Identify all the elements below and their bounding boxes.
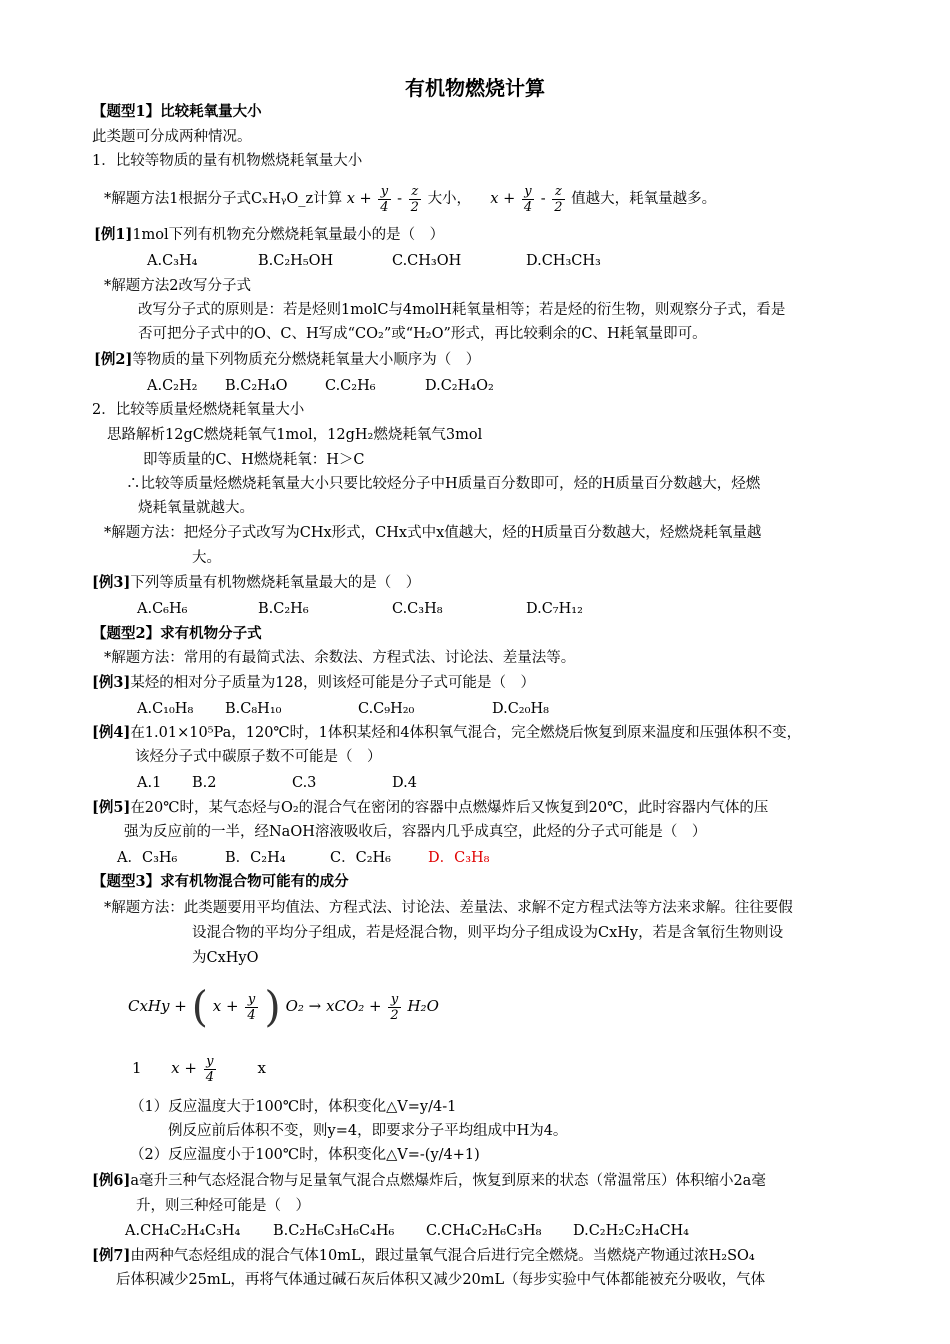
case-1-heading: 1．比较等物质的量有机物燃烧耗氧量大小 [92,153,363,169]
fraction-y-over-4: $\frac{y}{4}$ [380,183,389,215]
var-x: x + [346,191,372,207]
case-2-heading: 2．比较等质量烃燃烧耗氧量大小 [92,402,305,418]
example-5-line-1-text: 在20℃时，某气态烃与O₂的混合气在密闭的容器中点燃爆炸后又恢复到20℃，此时容器内气体的压 [130,800,769,816]
example-3-text: 下列等质量有机物燃烧耗氧量最大的是（ ） [130,575,421,591]
section-heading-1: 【题型1】比较耗氧量大小 [92,103,262,120]
ex3b-option-c: C.C₉H₂₀ [358,701,415,717]
eq-cxhy: CxHy + [128,997,187,1015]
example-4-line-2: 该烃分子式中碳原子数不可能是（ ） [135,749,382,765]
ex4-option-c: C.3 [292,775,317,791]
rule-1: （1）反应温度大于100℃时，体积变化△V=y/4-1 [130,1099,457,1115]
intro-line: 此类题可分成两种情况。 [92,129,252,145]
case-2-analysis: 思路解析12gC燃烧耗氧气1mol，12gH₂燃烧耗氧气3mol [107,427,483,443]
right-paren: ) [264,982,281,1031]
ex5-option-a: A．C₃H₆ [117,850,178,866]
example-6-line-1-label: [例6] [92,1172,131,1189]
ex1-option-b: B.C₂H₅OH [258,253,334,269]
ex1-option-a: A.C₃H₄ [147,253,198,269]
ex3b-option-d: D.C₂₀H₈ [492,701,549,717]
example-7-line-2: 后体积减少25mL，再将气体通过碱石灰后体积又减少20mL（每步实验中气体都能被充分吸收，气体 [116,1272,766,1288]
coef-x-plus: x + [171,1059,197,1077]
ex1-option-d: D.CH₃CH₃ [526,253,601,269]
example-3b [92,673,535,693]
eq-o2-arrow: O₂ → [285,997,322,1015]
ex4-option-b: B.2 [192,775,217,791]
eq-fraction-y-2: $\frac{y}{2}$ [390,991,399,1023]
example-6-line-1-text: a毫升三种气态烃混合物与足量氧气混合点燃爆炸后，恢复到原来的状态（常温常压）体积缩小2a毫 [130,1173,766,1189]
ex4-option-d: D.4 [392,775,417,791]
ex3-option-d: D.C₇H₁₂ [526,601,583,617]
ex3b-option-a: A.C₁₀H₈ [137,701,194,717]
ex5-option-d-answer: D．C₃H₈ [428,850,490,866]
fraction-z-over-2: $\frac{z}{2}$ [410,183,419,215]
example-5-line-1-label: [例5] [92,799,131,816]
method-1-mid: 大小， [427,191,472,207]
example-7-line-1-text: 由两种气态烃组成的混合气体10mL，跟过量氧气混合后进行完全燃烧。当燃烧产物通过浓H₂SO₄ [130,1248,755,1264]
section-3-method-1: *解题方法：此类题要用平均值法、方程式法、讨论法、差量法、求解不定方程式法等方法来求解。往往要假 [104,900,793,916]
minus-sign: - [397,191,403,207]
ex2-option-b: B.C₂H₄O [225,378,288,394]
section-3-method-2: 设混合物的平均分子组成，若是烃混合物，则平均分子组成设为CxHy，若是含氧衍生物则设 [192,925,784,941]
example-3-label: [例3] [92,574,131,591]
section-3-method-3: 为CxHyO [192,950,259,966]
example-2-label: [例2] [94,351,133,368]
example-2-text: 等物质的量下列物质充分燃烧耗氧量大小顺序为（ ） [132,352,481,368]
ex3-option-c: C.C₃H₈ [392,601,443,617]
combustion-equation [128,982,439,1030]
example-2 [94,350,480,370]
example-6-line-2: 升，则三种烃可能是（ ） [136,1198,310,1214]
example-5-line-1 [92,798,768,818]
example-5-line-2: 强为反应前的一半，经NaOH溶液吸收后，容器内几乎成真空，此烃的分子式可能是（ ） [124,824,707,840]
coef-1: 1 [132,1059,142,1077]
eq-x-plus: x + [212,997,239,1015]
minus-sign-2: - [540,191,546,207]
example-3 [92,573,420,593]
example-1 [94,225,444,245]
ex3-option-a: A.C₆H₆ [137,601,188,617]
ex1-option-c: C.CH₃OH [392,253,462,269]
case-2-therefore-2: 烧耗氧量就越大。 [138,500,254,516]
var-x-2: x + [490,191,516,207]
ex3b-option-b: B.C₈H₁₀ [225,701,282,717]
example-7-line-1 [92,1246,755,1266]
example-1-label: [例1] [94,226,133,243]
example-3b-label: [例3] [92,674,131,691]
section-2-method: *解题方法：常用的有最简式法、余数法、方程式法、讨论法、差量法等。 [104,650,576,666]
method-1-line [104,178,716,220]
section-heading-3: 【题型3】求有机物混合物可能有的成分 [92,873,349,890]
method-2-body-1: 改写分子式的原则是：若是烃则1molC与4molH耗氧量相等；若是烃的衍生物，则观察分子式，看是 [138,302,786,318]
eq-xco2: xCO₂ + [326,997,382,1015]
method-2-line: *解题方法2改写分子式 [104,278,251,294]
eq-fraction-y-4: $\frac{y}{4}$ [247,991,256,1023]
coef-fraction-y-4: $\frac{y}{4}$ [205,1053,214,1085]
case-2-therefore-1: ∴比较等质量烃燃烧耗氧量大小只要比较烃分子中H质量百分数即可，烃的H质量百分数越大，烃燃 [126,476,761,492]
example-7-line-1-label: [例7] [92,1247,131,1264]
example-1-text: 1mol下列有机物充分燃烧耗氧量最小的是（ ） [132,227,445,243]
case-2-method-1: *解题方法：把烃分子式改写为CHx形式，CHx式中x值越大，烃的H质量百分数越大，烃燃烧耗氧量越 [104,525,762,541]
case-2-method-2: 大。 [192,550,221,566]
ex2-option-d: D.C₂H₄O₂ [425,378,494,394]
example-6-line-1 [92,1171,766,1191]
method-2-body-2: 否可把分子式中的O、C、H写成“CO₂”或“H₂O”形式，再比较剩余的C、H耗氧量即可。 [138,326,707,342]
rule-2: （2）反应温度小于100℃时，体积变化△V=-(y/4+1) [130,1147,480,1163]
case-2-conclusion: 即等质量的C、H燃烧耗氧：H＞C [143,452,365,468]
ex4-option-a: A.1 [137,775,162,791]
method-1-suffix: 值越大，耗氧量越多。 [571,191,717,207]
fraction-z-over-2-2: $\frac{z}{2}$ [554,183,563,215]
ex6-option-d: D.C₂H₂C₂H₄CH₄ [573,1223,689,1239]
page-title: 有机物燃烧计算 [405,76,545,100]
ex6-option-b: B.C₂H₆C₃H₆C₄H₆ [273,1223,395,1239]
ex5-option-b: B．C₂H₄ [225,850,286,866]
section-heading-2: 【题型2】求有机物分子式 [92,625,262,642]
ex2-option-c: C.C₂H₆ [325,378,376,394]
fraction-y-over-4-2: $\frac{y}{4}$ [523,183,533,215]
coefficient-line [132,1046,266,1090]
ex6-option-a: A.CH₄C₂H₄C₃H₄ [125,1223,241,1239]
example-4-line-1 [92,723,801,743]
left-paren: ( [191,982,208,1031]
ex2-option-a: A.C₂H₂ [147,378,198,394]
eq-h2o: H₂O [407,997,439,1015]
ex5-option-c: C．C₂H₆ [330,850,391,866]
example-4-line-1-text: 在1.01×10⁵Pa，120℃时，1体积某烃和4体积氧气混合，完全燃烧后恢复到原来温度和压强体积不变， [130,725,802,741]
rule-1-example: 例反应前后体积不变，则y=4，即要求分子平均组成中H为4。 [168,1123,568,1139]
coef-x: x [257,1059,266,1077]
method-1-prefix: *解题方法1根据分子式CₓHᵧO_z计算 [104,191,343,207]
ex3-option-b: B.C₂H₆ [258,601,309,617]
example-3b-text: 某烃的相对分子质量为128，则该烃可能是分子式可能是（ ） [130,675,535,691]
ex6-option-c: C.CH₄C₂H₆C₃H₈ [426,1223,542,1239]
example-4-line-1-label: [例4] [92,724,131,741]
